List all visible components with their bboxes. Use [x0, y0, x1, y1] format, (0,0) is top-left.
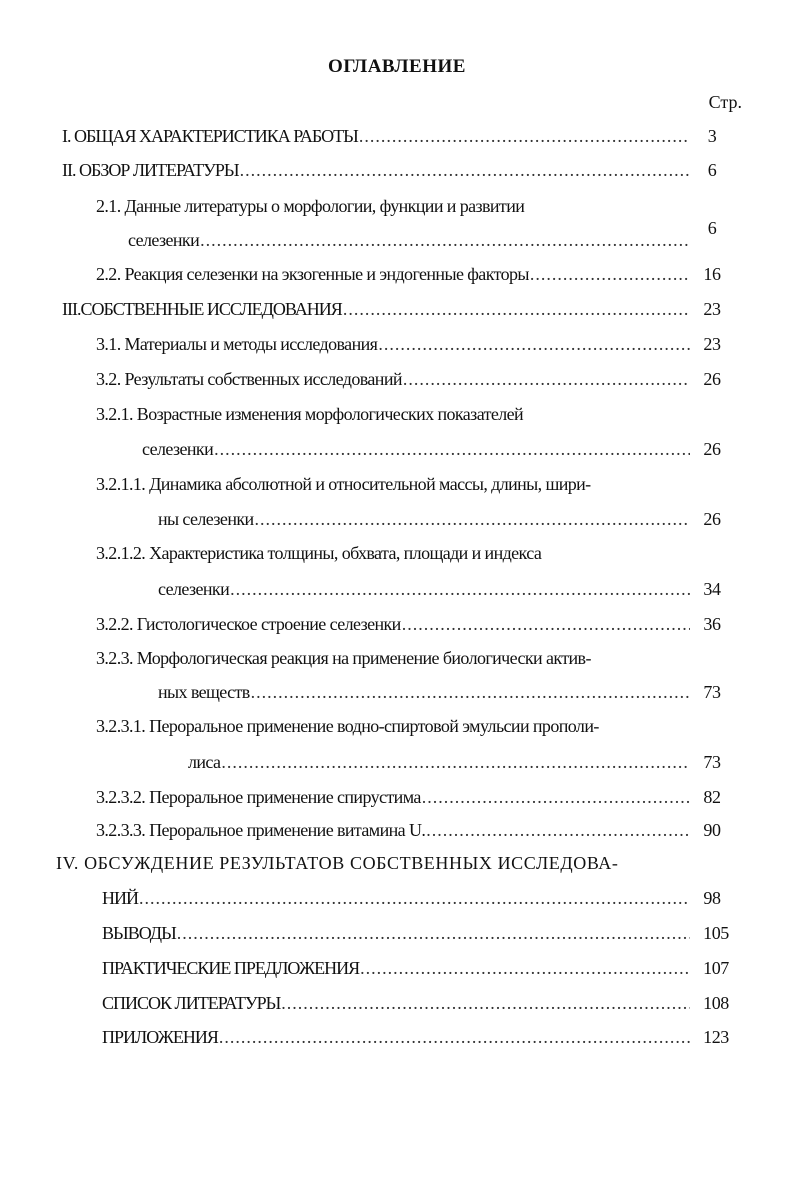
- toc-page-number: 26: [703, 509, 721, 529]
- toc-entry-3-2-3-1[interactable]: [188, 752, 690, 778]
- toc-entry-text-line1[interactable]: 3.2.3.1. Пероральное применение водно-спиртовой эмульсии прополи-: [96, 716, 599, 736]
- toc-entry-text: II. ОБЗОР ЛИТЕРАТУРЫ: [62, 160, 239, 180]
- toc-page-number: 98: [703, 888, 721, 908]
- dot-leader: [422, 787, 690, 808]
- toc-entry-text: СПИСОК ЛИТЕРАТУРЫ: [102, 993, 281, 1013]
- page-title: ОГЛАВЛЕНИЕ: [328, 56, 466, 77]
- toc-entry-text: ных веществ: [158, 682, 250, 702]
- dot-leader: [426, 820, 690, 841]
- toc-entry-text-line1[interactable]: 3.2.1.1. Динамика абсолютной и относительной массы, длины, шири-: [96, 474, 591, 494]
- toc-entry-text: селезенки: [128, 230, 200, 250]
- dot-leader: [255, 509, 690, 530]
- dot-leader: [221, 752, 690, 773]
- toc-page-number: 123: [703, 1027, 729, 1047]
- toc-entry-own-research[interactable]: [62, 299, 690, 325]
- page-column-header: Стр.: [708, 92, 742, 112]
- toc-entry-text: ВЫВОДЫ: [102, 923, 176, 943]
- toc-entry-3-1[interactable]: [96, 334, 690, 360]
- toc-entry-3-2-1-2[interactable]: [158, 579, 690, 605]
- toc-entry-text: селезенки: [142, 439, 214, 459]
- toc-entry-text: селезенки: [158, 579, 230, 599]
- toc-entry-2-1[interactable]: [128, 230, 690, 256]
- toc-entry-text: ны селезенки: [158, 509, 254, 529]
- toc-entry-text: 3.2. Результаты собственных исследований: [96, 369, 402, 389]
- dot-leader: [139, 888, 690, 909]
- toc-entry-text-line1[interactable]: IV. ОБСУЖДЕНИЕ РЕЗУЛЬТАТОВ СОБСТВЕННЫХ ИССЛЕДОВА-: [56, 853, 619, 873]
- toc-page-number: 82: [703, 787, 721, 807]
- toc-entry-conclusions[interactable]: [102, 923, 690, 949]
- toc-page-number: 6: [707, 218, 717, 238]
- toc-entry-3-2-3[interactable]: [158, 682, 690, 708]
- dot-leader: [378, 334, 690, 355]
- toc-entry-text: лиса: [188, 752, 221, 772]
- toc-page-number: 3: [707, 126, 717, 146]
- dot-leader: [343, 299, 690, 320]
- toc-entry-3-2[interactable]: [96, 369, 690, 395]
- toc-page-number: 6: [707, 160, 717, 180]
- toc-entry-text: 3.1. Материалы и методы исследования: [96, 334, 378, 354]
- toc-entry-text: 2.2. Реакция селезенки на экзогенные и эндогенные факторы: [96, 264, 529, 284]
- dot-leader: [360, 958, 690, 979]
- dot-leader: [403, 369, 690, 390]
- toc-entry-text: НИЙ: [102, 888, 138, 908]
- toc-entry-text: I. ОБЩАЯ ХАРАКТЕРИСТИКА РАБОТЫ: [62, 126, 358, 146]
- toc-entry-text-line1[interactable]: 3.2.3. Морфологическая реакция на применение биологически актив-: [96, 648, 591, 668]
- toc-entry-3-2-3-2[interactable]: [96, 787, 690, 813]
- dot-leader: [177, 923, 690, 944]
- toc-entry-text-line1[interactable]: 3.2.1. Возрастные изменения морфологических показателей: [96, 404, 524, 424]
- toc-page-number: 34: [703, 579, 721, 599]
- dot-leader: [530, 264, 690, 285]
- toc-entry-references[interactable]: [102, 993, 690, 1019]
- toc-entry-practical-proposals[interactable]: [102, 958, 690, 984]
- toc-page-number: 107: [703, 958, 729, 978]
- dot-leader: [214, 439, 690, 460]
- toc-entry-3-2-1-1[interactable]: [158, 509, 690, 535]
- toc-entry-text: 3.2.3.3. Пероральное применение витамина U.: [96, 820, 426, 840]
- toc-page-number: 23: [703, 299, 721, 319]
- dot-leader: [200, 230, 690, 251]
- toc-entry-text: ПРАКТИЧЕСКИЕ ПРЕДЛОЖЕНИЯ: [102, 958, 360, 978]
- toc-entry-general[interactable]: [62, 126, 690, 152]
- toc-entry-discussion[interactable]: [102, 888, 690, 914]
- toc-page-number: 16: [703, 264, 721, 284]
- toc-page-number: 23: [703, 334, 721, 354]
- dot-leader: [230, 579, 690, 600]
- dot-leader: [251, 682, 690, 703]
- toc-entry-text-line1[interactable]: 3.2.1.2. Характеристика толщины, обхвата, площади и индекса: [96, 543, 542, 563]
- toc-entry-text-line1[interactable]: 2.1. Данные литературы о морфологии, функции и развитии: [96, 196, 525, 216]
- toc-page-number: 36: [703, 614, 721, 634]
- toc-entry-3-2-3-3[interactable]: [96, 820, 690, 846]
- dot-leader: [402, 614, 690, 635]
- toc-page-number: 108: [703, 993, 729, 1013]
- toc-page-number: 26: [703, 369, 721, 389]
- toc-page-number: 73: [703, 682, 721, 702]
- toc-page-number: 90: [703, 820, 721, 840]
- toc-entry-3-2-2[interactable]: [96, 614, 690, 640]
- dot-leader: [240, 160, 690, 181]
- toc-page-number: 26: [703, 439, 721, 459]
- toc-entry-2-2[interactable]: [96, 264, 690, 290]
- toc-entry-text: III.СОБСТВЕННЫЕ ИССЛЕДОВАНИЯ: [62, 299, 342, 319]
- toc-entry-text: 3.2.2. Гистологическое строение селезенки: [96, 614, 401, 634]
- toc-entry-appendices[interactable]: [102, 1027, 690, 1053]
- toc-entry-text: ПРИЛОЖЕНИЯ: [102, 1027, 218, 1047]
- toc-page-number: 105: [703, 923, 729, 943]
- dot-leader: [219, 1027, 690, 1048]
- toc-page-number: 73: [703, 752, 721, 772]
- toc-entry-literature-review[interactable]: [62, 160, 690, 186]
- dot-leader: [359, 126, 690, 147]
- dot-leader: [281, 993, 690, 1014]
- toc-entry-text: 3.2.3.2. Пероральное применение спирустима: [96, 787, 421, 807]
- toc-entry-3-2-1[interactable]: [142, 439, 690, 465]
